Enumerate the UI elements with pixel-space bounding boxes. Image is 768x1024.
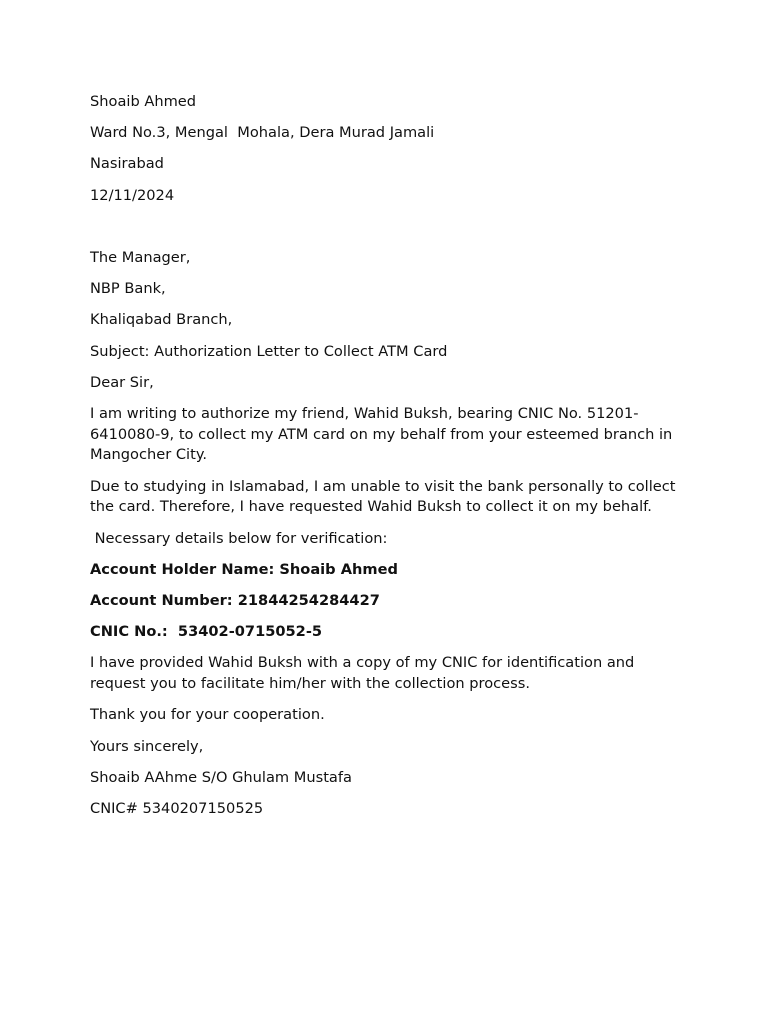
blank-line: [90, 217, 680, 248]
salutation: Dear Sir,: [90, 373, 154, 391]
letter-document: [90, 92, 680, 830]
sender-address: Ward No.3, Mengal Mohala, Dera Murad Jamali: [90, 124, 435, 142]
valediction: Yours sincerely,: [90, 737, 204, 755]
recipient-title: The Manager,: [90, 248, 191, 266]
recipient-bank: NBP Bank,: [90, 280, 166, 298]
detail-cnic: CNIC No.: 53402-0715052-5: [90, 623, 323, 641]
sender-city: Nasirabad: [90, 155, 164, 173]
recipient-branch: Khaliqabad Branch,: [90, 311, 233, 329]
body-paragraph-thanks: Thank you for your cooperation.: [90, 706, 325, 724]
letter-date: 12/11/2024: [90, 186, 175, 204]
body-paragraph-details-intro: Necessary details below for verification:: [90, 529, 388, 547]
signer-cnic: CNIC# 5340207150525: [90, 799, 264, 817]
detail-account-number: Account Number: 21844254284427: [90, 592, 380, 610]
body-paragraph-cnic-copy: I have provided Wahid Buksh with a copy of my CNIC for identification and request you to facilitate him/her with the collection process.: [90, 654, 635, 693]
detail-account-holder: Account Holder Name: Shoaib Ahmed: [90, 560, 398, 578]
body-paragraph-authorization: I am writing to authorize my friend, Wahid Buksh, bearing CNIC No. 51201-6410080-9, to collect my ATM card on my behalf from your esteemed branch in Mangocher City.: [90, 404, 673, 464]
body-paragraph-reason: Due to studying in Islamabad, I am unable to visit the bank personally to collect the card. Therefore, I have requested Wahid Buksh to collect it on my behalf.: [90, 477, 676, 516]
letter-subject: Subject: Authorization Letter to Collect ATM Card: [90, 342, 448, 360]
sender-name: Shoaib Ahmed: [90, 93, 197, 110]
signer-name: Shoaib AAhme S/O Ghulam Mustafa: [90, 768, 352, 786]
